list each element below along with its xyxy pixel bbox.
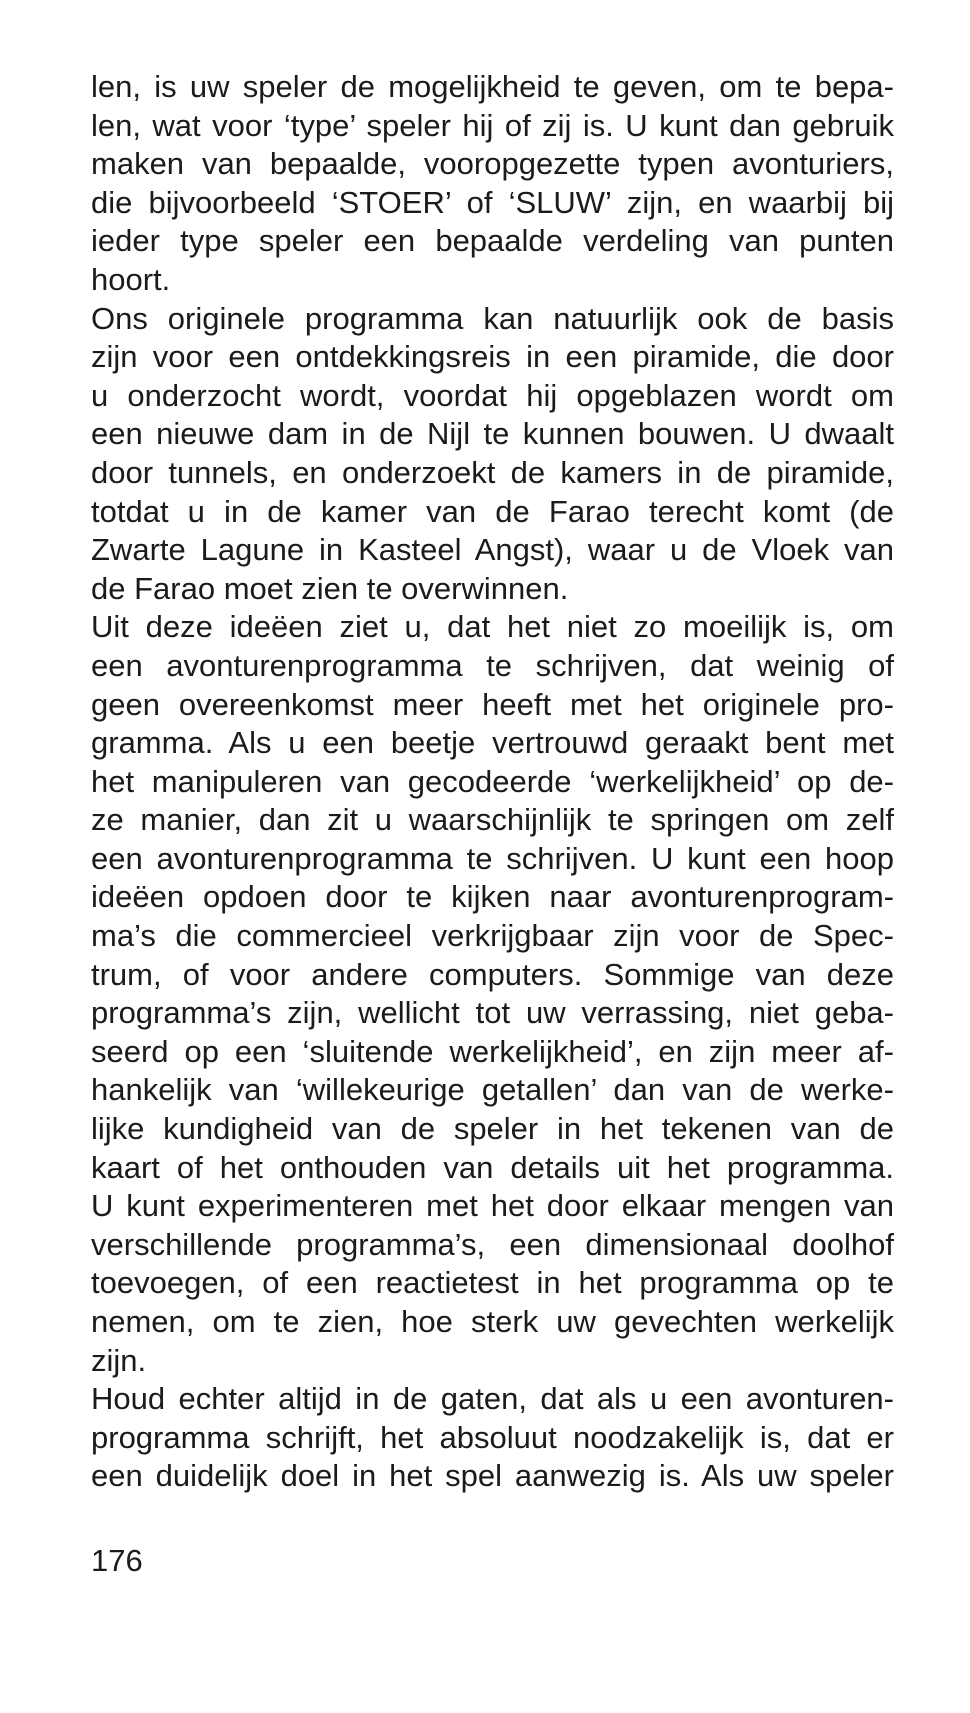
text-line: zijn.: [91, 1342, 147, 1378]
text-line: u onderzocht wordt, voordat hij opgeblazen wordt om: [91, 377, 894, 413]
text-line: Houd echter altijd in de gaten, dat als u een avonturen-: [91, 1381, 894, 1417]
text-line: een avonturenprogramma te schrijven, dat weinig of: [91, 647, 894, 683]
text-line: programma’s zijn, wellicht tot uw verrassing, niet geba-: [91, 995, 894, 1031]
text-line: toevoegen, of een reactietest in het programma op te: [91, 1265, 894, 1301]
text-line: totdat u in de kamer van de Farao terecht komt (de: [91, 493, 894, 529]
text-line: het manipuleren van gecodeerde ‘werkelijkheid’ op de-: [91, 763, 894, 799]
text-line: len, is uw speler de mogelijkheid te geven, om te bepa-: [91, 69, 894, 104]
text-line: Ons originele programma kan natuurlijk ook de basis: [91, 300, 894, 336]
text-line: ieder type speler een bepaalde verdeling van punten: [91, 223, 894, 259]
text-line: ze manier, dan zit u waarschijnlijk te springen om zelf: [91, 802, 894, 838]
text-line: door tunnels, en onderzoekt de kamers in de piramide,: [91, 454, 894, 490]
text-line: die bijvoorbeeld ‘STOER’ of ‘SLUW’ zijn, en waarbij bij: [91, 184, 894, 220]
paragraph: [91, 68, 894, 300]
text-line: maken van bepaalde, vooropgezette typen avonturiers,: [91, 146, 894, 182]
text-line: lijke kundigheid van de speler in het tekenen van de: [91, 1111, 894, 1147]
text-line: een nieuwe dam in de Nijl te kunnen bouwen. U dwaalt: [91, 416, 894, 452]
text-line: verschillende programma’s, een dimensionaal doolhof: [91, 1226, 894, 1262]
text-line: nemen, om te zien, hoe sterk uw gevechten werkelijk: [91, 1304, 894, 1339]
text-line: zijn voor een ontdekkingsreis in een piramide, die door: [91, 339, 894, 375]
paragraph: [91, 608, 894, 1380]
text-line: de Farao moet zien te overwinnen.: [91, 570, 569, 606]
text-line: len, wat voor ‘type’ speler hij of zij is. U kunt dan gebruik: [91, 107, 894, 143]
text-line: geen overeenkomst meer heeft met het originele pro-: [91, 686, 894, 722]
text-line: U kunt experimenteren met het door elkaar mengen van: [91, 1188, 894, 1224]
text-line: kaart of het onthouden van details uit het programma.: [91, 1149, 894, 1185]
text-line: ideëen opdoen door te kijken naar avonturenprogram-: [91, 879, 894, 915]
text-line: trum, of voor andere computers. Sommige van deze: [91, 956, 894, 992]
text-line: programma schrijft, het absoluut noodzakelijk is, dat er: [91, 1419, 894, 1455]
text-line: hoort.: [91, 261, 171, 297]
text-line: hankelijk van ‘willekeurige getallen’ dan van de werke-: [91, 1072, 894, 1108]
text-line: Uit deze ideëen ziet u, dat het niet zo moeilijk is, om: [91, 609, 894, 645]
text-line: Zwarte Lagune in Kasteel Angst), waar u de Vloek van: [91, 532, 894, 568]
body-text: [91, 68, 894, 1496]
text-line: een avonturenprogramma te schrijven. U kunt een hoop: [91, 840, 894, 876]
paragraph: [91, 1380, 894, 1496]
text-line: ma’s die commercieel verkrijgbaar zijn voor de Spec-: [91, 918, 894, 954]
text-line: gramma. Als u een beetje vertrouwd geraakt bent met: [91, 725, 894, 761]
text-line: een duidelijk doel in het spel aanwezig is. Als uw speler: [91, 1458, 894, 1494]
text-line: seerd op een ‘sluitende werkelijkheid’, en zijn meer af-: [91, 1033, 894, 1069]
page-number: 176: [91, 1543, 143, 1578]
paragraph: [91, 300, 894, 609]
